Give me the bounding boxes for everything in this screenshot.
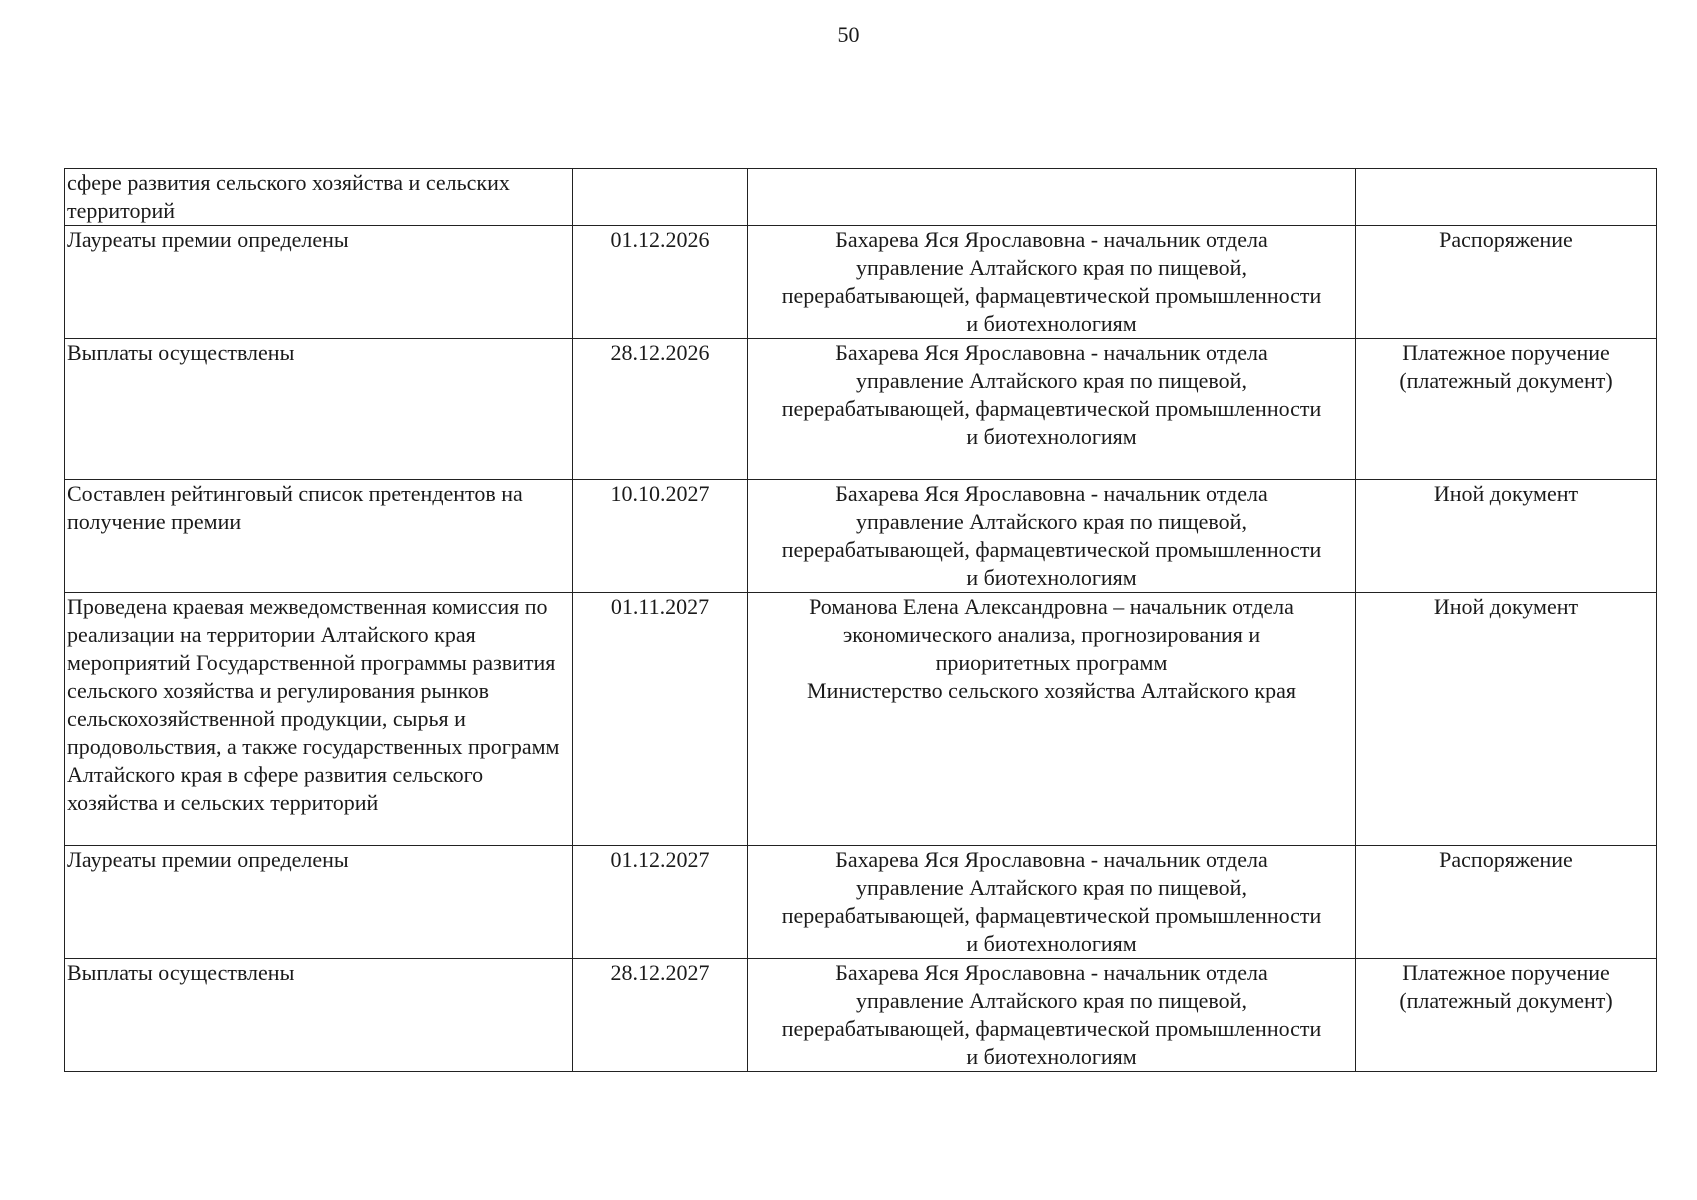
responsible-line: перерабатывающей, фармацевтической промышленности <box>781 903 1322 928</box>
responsible-line: перерабатывающей, фармацевтической промышленности <box>781 283 1322 308</box>
responsible-cell <box>748 480 1356 593</box>
document-cell <box>1356 339 1657 480</box>
responsible-line: Бахарева Яся Ярославовна - начальник отдела <box>835 960 1268 985</box>
document-cell <box>1356 226 1657 339</box>
control-points-table <box>64 168 1657 1072</box>
date-cell: 01.12.2026 <box>573 226 748 339</box>
responsible-line: перерабатывающей, фармацевтической промышленности <box>781 396 1322 421</box>
event-cell: Лауреаты премии определены <box>65 846 573 959</box>
table-row <box>65 846 1657 959</box>
document-cell <box>1356 959 1657 1072</box>
responsible-line: Романова Елена Александровна – начальник отдела <box>809 594 1294 619</box>
document-line: Распоряжение <box>1439 847 1573 872</box>
responsible-cell <box>748 593 1356 846</box>
table-row <box>65 480 1657 593</box>
responsible-line: и биотехнологиям <box>966 424 1137 449</box>
document-cell <box>1356 593 1657 846</box>
event-cell: Лауреаты премии определены <box>65 226 573 339</box>
document-line: (платежный документ) <box>1399 368 1613 393</box>
document-cell <box>1356 480 1657 593</box>
table-row <box>65 339 1657 480</box>
responsible-line: и биотехнологиям <box>966 565 1137 590</box>
responsible-line: экономического анализа, прогнозирования и <box>842 622 1261 647</box>
responsible-cell <box>748 846 1356 959</box>
date-cell: 28.12.2027 <box>573 959 748 1072</box>
document-cell <box>1356 169 1657 226</box>
document-cell <box>1356 846 1657 959</box>
table-body <box>65 169 1657 1072</box>
event-cell: Выплаты осуществлены <box>65 339 573 480</box>
responsible-line: Бахарева Яся Ярославовна - начальник отдела <box>835 847 1268 872</box>
responsible-line: перерабатывающей, фармацевтической промышленности <box>781 537 1322 562</box>
responsible-line: Бахарева Яся Ярославовна - начальник отдела <box>835 340 1268 365</box>
responsible-line: Министерство сельского хозяйства Алтайского края <box>807 678 1296 703</box>
document-line: (платежный документ) <box>1399 988 1613 1013</box>
date-cell <box>573 169 748 226</box>
document-line: Платежное поручение <box>1402 960 1610 985</box>
responsible-line: управление Алтайского края по пищевой, <box>856 988 1247 1013</box>
responsible-cell <box>748 959 1356 1072</box>
table-row <box>65 169 1657 226</box>
responsible-line: Бахарева Яся Ярославовна - начальник отдела <box>835 227 1268 252</box>
date-cell: 28.12.2026 <box>573 339 748 480</box>
document-line: Распоряжение <box>1439 227 1573 252</box>
responsible-cell <box>748 169 1356 226</box>
responsible-line: перерабатывающей, фармацевтической промышленности <box>781 1016 1322 1041</box>
document-line: Платежное поручение <box>1402 340 1610 365</box>
date-cell: 01.11.2027 <box>573 593 748 846</box>
responsible-line: и биотехнологиям <box>966 311 1137 336</box>
responsible-cell <box>748 226 1356 339</box>
responsible-line: управление Алтайского края по пищевой, <box>856 509 1247 534</box>
event-cell: Проведена краевая межведомственная комиссия по реализации на территории Алтайского края мероприятий Государственной программы развития сельского хозяйства и регулирования рынков сельскохозяйственной продукции, сырья и продовольствия, а также государственных программ Алтайского края в сфере развития сельского хозяйства и сельских территорий <box>65 593 573 846</box>
responsible-line: управление Алтайского края по пищевой, <box>856 255 1247 280</box>
date-cell: 10.10.2027 <box>573 480 748 593</box>
table-row <box>65 959 1657 1072</box>
responsible-line: управление Алтайского края по пищевой, <box>856 875 1247 900</box>
responsible-line: и биотехнологиям <box>966 1044 1137 1069</box>
responsible-line: управление Алтайского края по пищевой, <box>856 368 1247 393</box>
table-row <box>65 593 1657 846</box>
responsible-cell <box>748 339 1356 480</box>
responsible-line: приоритетных программ <box>935 650 1168 675</box>
responsible-line: и биотехнологиям <box>966 931 1137 956</box>
event-cell: Составлен рейтинговый список претендентов на получение премии <box>65 480 573 593</box>
responsible-line: Бахарева Яся Ярославовна - начальник отдела <box>835 481 1268 506</box>
date-cell: 01.12.2027 <box>573 846 748 959</box>
event-cell: Выплаты осуществлены <box>65 959 573 1072</box>
table-row <box>65 226 1657 339</box>
document-line: Иной документ <box>1433 481 1579 506</box>
event-cell: сфере развития сельского хозяйства и сельских территорий <box>65 169 573 226</box>
document-line: Иной документ <box>1433 594 1579 619</box>
page-number: 50 <box>837 22 860 47</box>
